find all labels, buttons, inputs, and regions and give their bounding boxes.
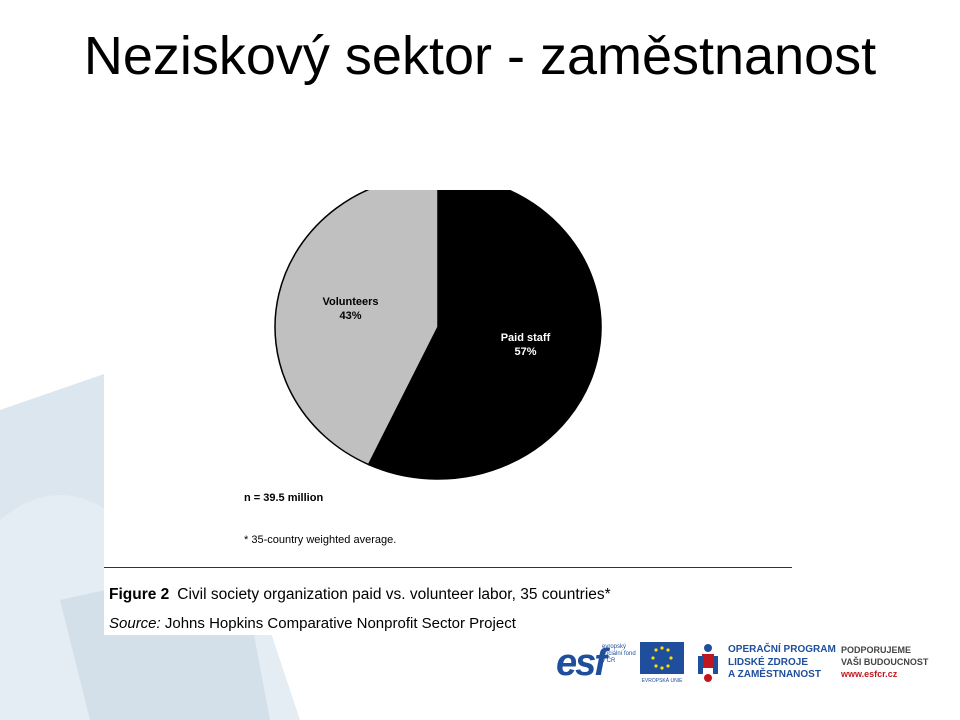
slide-title: Neziskový sektor - zaměstnanost xyxy=(83,26,877,86)
caption-label: Figure 2 xyxy=(109,586,170,603)
figure-caption xyxy=(109,586,611,604)
support-url: www.esfcr.cz xyxy=(841,669,898,679)
op-people-icon xyxy=(698,644,718,682)
support-text xyxy=(841,644,928,680)
pie-chart xyxy=(104,190,804,490)
eu-label: EVROPSKÁ UNIE xyxy=(641,678,683,684)
footer-logos xyxy=(554,640,944,688)
divider-line xyxy=(104,567,792,568)
source-text: Johns Hopkins Comparative Nonprofit Sector Project xyxy=(164,615,516,632)
esf-logo: esf xyxy=(556,642,605,684)
support-slogan: PODPORUJEME VAŠI BUDOUCNOST xyxy=(841,645,929,667)
esf-subtitle: evropský sociální fond v ČR xyxy=(602,644,636,664)
figure-panel xyxy=(104,190,804,635)
slice-label: Paid staff xyxy=(500,332,551,345)
figure-source xyxy=(109,615,516,632)
sample-size-label: n = 39.5 million xyxy=(244,492,324,504)
footnote: * 35-country weighted average. xyxy=(244,534,397,546)
slice-value-label: 43% xyxy=(339,309,362,322)
op-program-text: OPERAČNÍ PROGRAM LIDSKÉ ZDROJE A ZAMĚSTNANOST xyxy=(728,644,836,680)
slice-value-label: 57% xyxy=(514,346,537,359)
source-label: Source: xyxy=(109,615,161,632)
slice-label: Volunteers xyxy=(322,295,379,308)
caption-text: Civil society organization paid vs. volunteer labor, 35 countries* xyxy=(177,586,611,603)
